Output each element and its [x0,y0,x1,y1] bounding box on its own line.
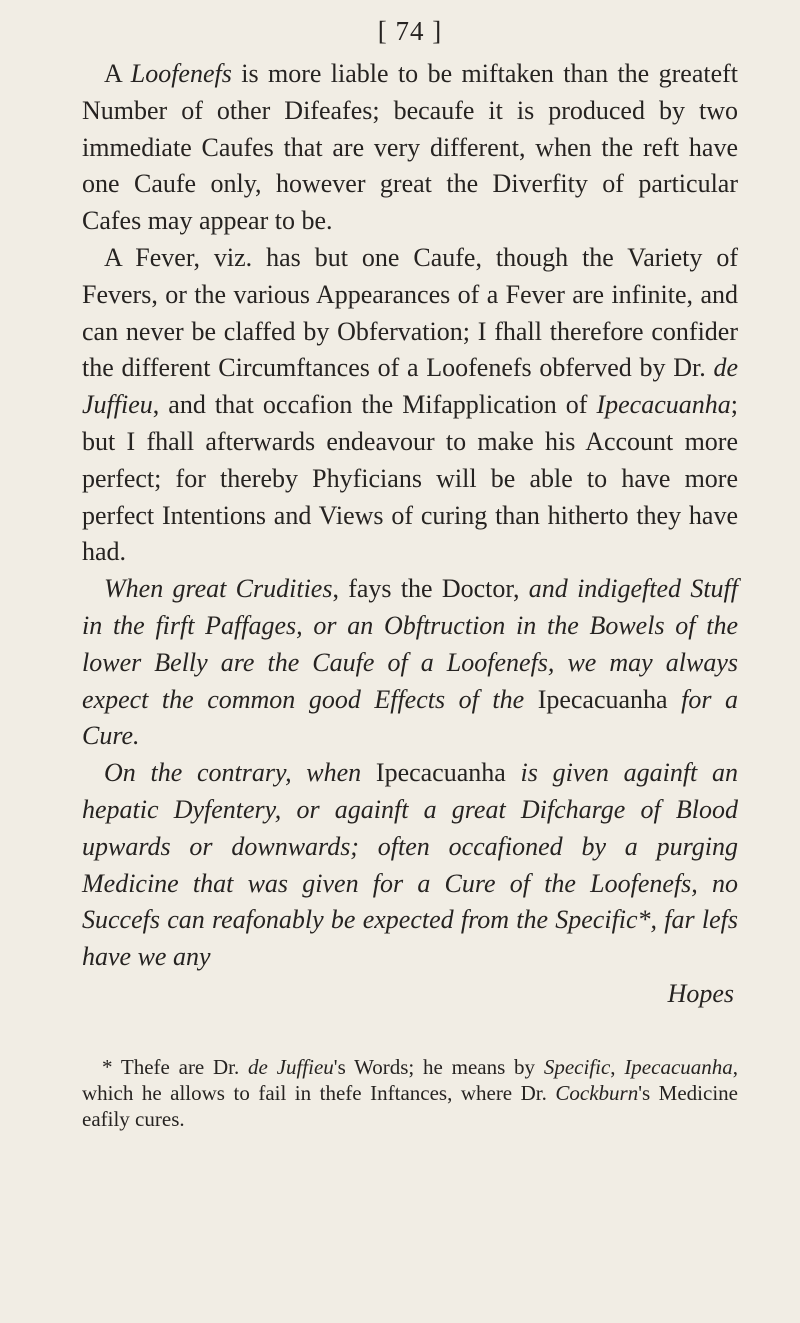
text-segment: On the contrary, when [104,758,376,788]
paragraph-2 [82,240,738,571]
text-segment: , [610,1054,625,1079]
text-segment: When great Crudities [104,574,333,604]
text-segment: , and that occafion the Mifapplication of [152,390,597,420]
paragraph-3 [82,571,738,755]
paragraph-4 [82,755,738,976]
text-segment: Ipecacuanha [375,758,521,788]
text-segment: Cockburn [555,1080,639,1105]
text-segment: Loofenefs [130,59,232,88]
body-text [82,56,738,976]
text-segment: Ipecacuanha [596,390,731,420]
text-segment: is more liable to be miftaken than the greateft Number of other Difeafes; becaufe it is produced by two immediate Caufes that are very different, when the reft have one Caufe only, however great the Diverfity of particular Cafes may appear to be. [82,59,739,236]
text-segment: ; but I fhall afterwards endeavour to make his Account more perfect; for thereby Phyficians will be able to have more perfect Intentions and Views of curing than hitherto they have had. [82,390,738,567]
footnote [82,1054,738,1132]
page-number: [ 74 ] [377,16,443,46]
catchword: Hopes [667,978,734,1008]
text-segment: and indigefted Stuff in the firft Paffages, or an Obftruction in the Bowels of the lower Belly are the Caufe of a Loofenefs, we may always expect the common good Effects of the [82,574,738,714]
text-segment: A Fever, viz. has but one Caufe, though the Variety of Fevers, or the various Appearances of a Fever are infinite, and can never be claffed by Obfervation; I fhall therefore confider the different Circumftances of a Loofenefs obferved by Dr. [82,242,738,383]
text-segment: * Thefe are Dr. [102,1054,249,1079]
text-segment: Ipecacuanha [624,1054,733,1079]
text-segment: , fays the Doctor, [332,574,529,604]
text-segment: is given againft an hepatic Dyfentery, or againft a great Difcharge of Blood upwards or downwards; often occafioned by a purging Medicine that was given for a Cure of the Loofenefs, no Succefs can reafonably be expected from the Specific*, far lefs have we any [82,758,738,972]
text-segment: for a Cure. [82,684,738,751]
text-segment: 's Words; he means by [333,1054,544,1079]
text-segment: de Juffieu [248,1054,334,1079]
paragraph-1 [82,56,738,240]
text-segment: Specific [543,1054,611,1079]
text-segment: 's Medicine eafily cures. [82,1080,738,1131]
text-segment: Ipecacuanha [537,684,682,714]
text-segment: , which he allows to fail in thefe Inftances, where Dr. [82,1054,739,1105]
footnote-divider [82,1043,738,1044]
text-segment: A [104,59,131,88]
text-segment: de Juffieu [82,353,738,420]
